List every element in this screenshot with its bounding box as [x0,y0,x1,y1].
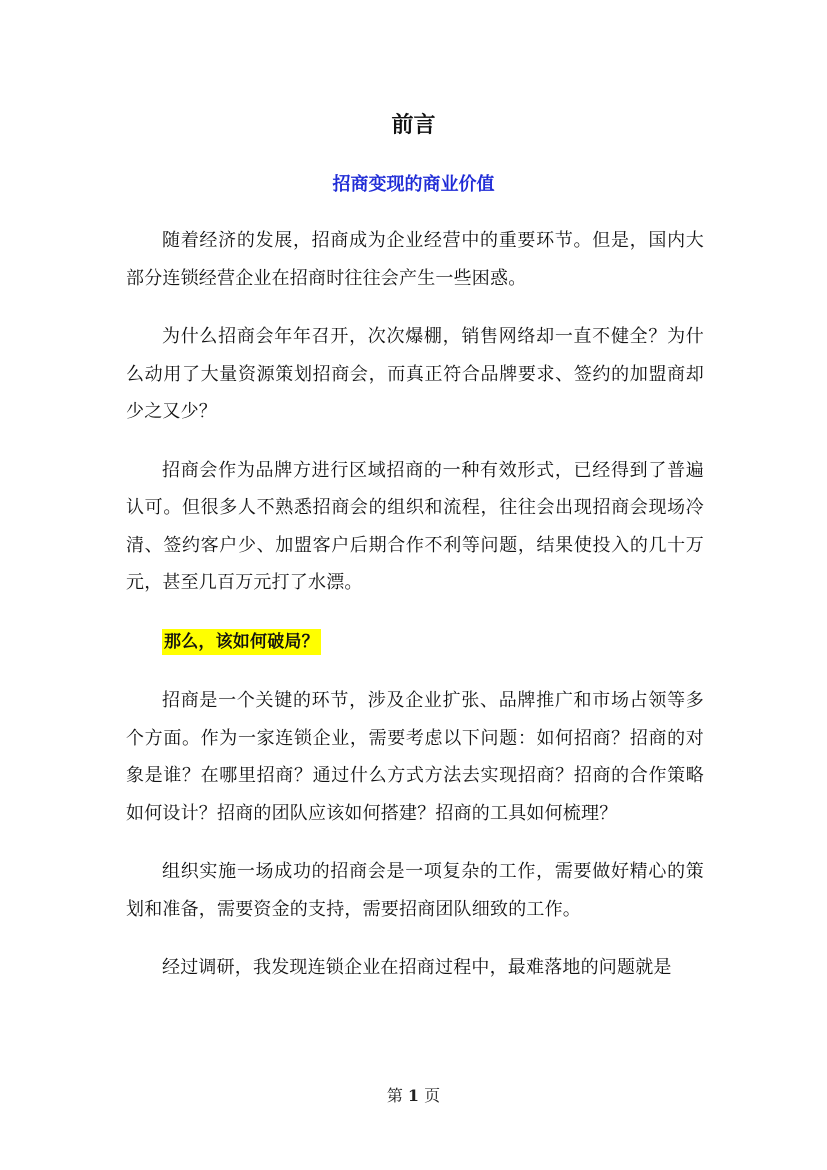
page-label-suffix: 页 [424,1086,441,1105]
highlight-paragraph [126,623,704,662]
paragraph: 经过调研，我发现连锁企业在招商过程中，最难落地的问题就是 [162,957,672,978]
highlighted-question: 那么，该如何破局？ [162,629,321,655]
page-label-prefix: 第 [386,1086,403,1105]
section-subtitle: 招商变现的商业价值 [332,174,495,195]
paragraph: 招商会作为品牌方进行区域招商的一种有效形式，已经得到了普遍认可。但很多人不熟悉招商会的组织和流程，往往会出现招商会现场冷清、签约客户少、加盟客户后期合作不利等问题，结果使投入的几十万元，甚至几百万元打了水漂。 [126,459,704,593]
page-footer [0,1084,827,1108]
body-text [126,222,704,1008]
page-number: 1 [407,1086,420,1105]
paragraph: 组织实施一场成功的招商会是一项复杂的工作，需要做好精心的策划和准备，需要资金的支持，需要招商团队细致的工作。 [126,861,704,920]
page-title: 前言 [391,113,436,138]
paragraph: 随着经济的发展，招商成为企业经营中的重要环节。但是，国内大部分连锁经营企业在招商时往往会产生一些困惑。 [126,230,704,289]
paragraph: 招商是一个关键的环节，涉及企业扩张、品牌推广和市场占领等多个方面。作为一家连锁企业，需要考虑以下问题：如何招商？招商的对象是谁？在哪里招商？通过什么方式方法去实现招商？招商的合作策略如何设计？招商的团队应该如何搭建？招商的工具如何梳理？ [126,690,704,824]
paragraph: 为什么招商会年年召开，次次爆棚，销售网络却一直不健全？为什么动用了大量资源策划招商会，而真正符合品牌要求、签约的加盟商却少之又少？ [126,326,704,422]
